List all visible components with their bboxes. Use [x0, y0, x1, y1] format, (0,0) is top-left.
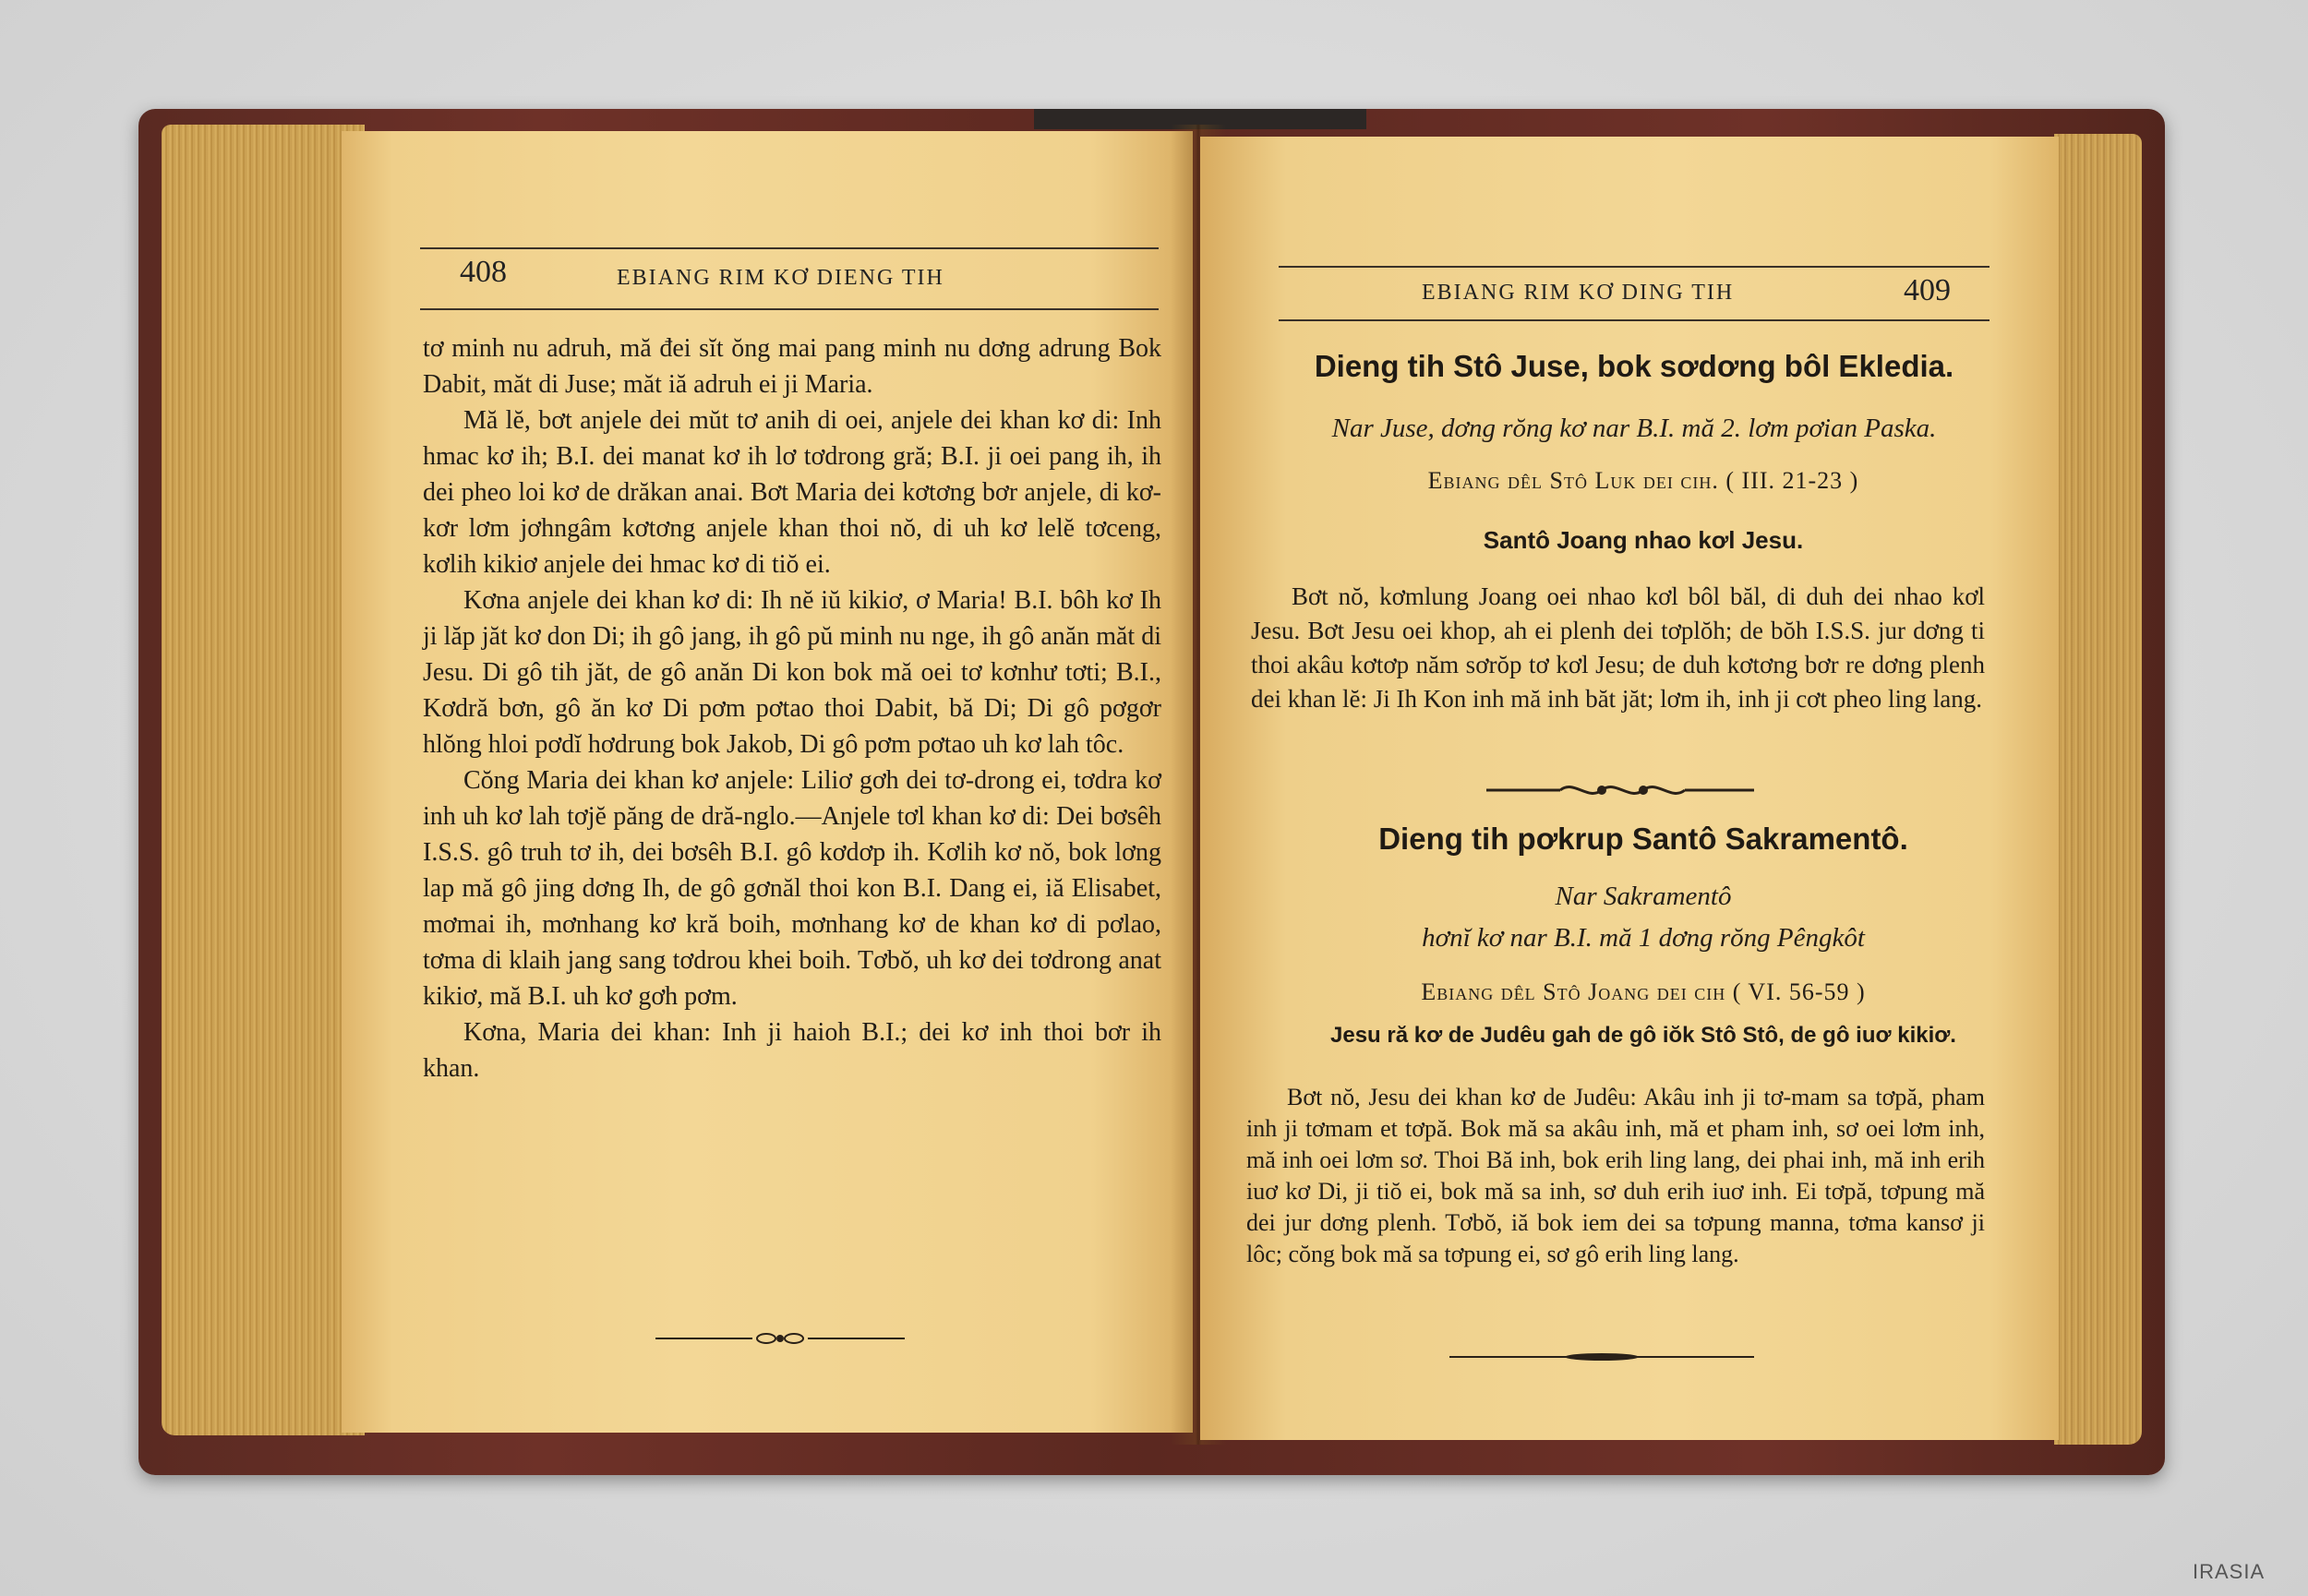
section-divider-ornament — [1482, 777, 1759, 803]
right-header-top-rule — [1279, 266, 1989, 268]
section2-reading-ref: Ebiang dêl Stô Joang dei cih ( VI. 56-59 ) — [1421, 978, 1866, 1005]
left-paragraph-1: tơ minh nu adruh, mă đei sĭt ŏng mai pang minh nu dơng adrung Bok Dabit, măt di Juse; măt iă adruh ei ji Maria. — [423, 334, 1161, 399]
section1-text: Bơt nŏ, kơmlung Joang oei nhao kơl bôl băl, di duh dei nhao kơl Jesu. Bơt Jesu oei khop, ah ei plenh dei tơplŏh; de bŏh I.S.S. jur dơng ti thoi akâu kơtơp năm sơrŏp tơ kơl Jesu; de duh kơtơng bơr re dơng plenh dei khan lĕ: Ji Ih Kon inh mă inh băt jăt; lơm ih, inh ji cơt pheo ling lang. — [1251, 582, 1985, 713]
section2-text: Bơt nŏ, Jesu dei khan kơ de Judêu: Akâu inh ji tơ-mam sa tơpă, pham inh ji tơmam et tơpă. Bok mă sa akâu inh, mă et pham inh, sơ oei lơm inh, mă inh oei lơm sơ. Thoi Bă inh, bok erih ling lang, dei phai inh, mă inh erih iuơ kơ Di, ji tiŏ ei, bok mă sa inh, sơ duh erih iuơ inh. Ei tơpă, tơpung mă dei jur dơng plenh. Tơbŏ, iă bok iem dei sa tơpung manna, tơma kansơ ji lôc; cŏng bok mă sa tơpung ei, sơ gô erih ling lang. — [1246, 1084, 1985, 1267]
left-header-top-rule — [420, 247, 1159, 249]
left-paragraph-5: Kơna, Maria dei khan: Inh ji haioh B.I.; dei kơ inh thoi bơr ih khan. — [423, 1018, 1161, 1083]
watermark: IRASIA — [2193, 1560, 2266, 1583]
left-paragraph-3: Kơna anjele dei khan kơ di: Ih nĕ iŭ kikiơ, ơ Maria! B.I. bôh kơ Ih ji lăp jăt kơ don Di; ih gô jang, ih gô pŭ minh nu nge, ih gô anăn măt di Jesu. Di gô tih jăt, de gô anăn Di kon bok mă oei tơ kơnhư tơti; B.I., Kơdră bơn, gô ăn kơ Di pơm pơtao thoi Dabit, bă Di; Di gô pơgơr hlŏng hloi pơdĭ hơdrung bok Jakob, Di gô pơm pơtao uh kơ lah tôc. — [423, 586, 1161, 759]
section2-body — [1246, 1082, 1985, 1270]
right-header-bottom-rule — [1279, 319, 1989, 321]
section1-reading-title: Santô Joang nhao kơl Jesu. — [1483, 526, 1804, 554]
left-page-number: 408 — [460, 255, 507, 289]
left-paragraph-2: Mă lĕ, bơt anjele dei mŭt tơ anih di oei, anjele dei khan kơ di: Inh hmac kơ ih; B.I. dei manat kơ ih lơ tơdrong gră; B.I. ji oei pang ih, ih dei pheo loi kơ de drăkan anai. Bơt Maria dei kơtơng bơr anjele, di kơ-kơr lơm jơhngâm kơtơng anjele khan thoi nŏ, di uh kơ lelĕ tơceng, kơlih kikiơ anjele dei hmac kơ di tiŏ ei. — [423, 406, 1161, 579]
left-page-edges — [162, 125, 365, 1435]
section1-body — [1251, 580, 1985, 716]
right-end-ornament — [1445, 1350, 1759, 1364]
section2-reading-title: Jesu ră kơ de Judêu gah de gô iŏk Stô Stô, de gô iuơ kikiơ. — [1330, 1023, 1956, 1048]
section2-title: Dieng tih pơkrup Santô Sakramentô. — [1378, 822, 1908, 856]
right-running-head: EBIANG RIM KƠ DING TIH — [1422, 281, 1735, 305]
section2-subtitle-line1: Nar Sakramentô — [1555, 882, 1732, 911]
section2-subtitle-line2: hơnĭ kơ nar B.I. mă 1 dơng rŏng Pêngkôt — [1422, 923, 1865, 953]
left-end-ornament — [651, 1329, 909, 1348]
right-page-number: 409 — [1904, 273, 1951, 307]
right-page-edges — [2054, 134, 2142, 1445]
left-page-body — [423, 330, 1161, 1086]
section1-reading-ref: Ebiang dêl Stô Luk dei cih. ( III. 21-23 ) — [1427, 467, 1859, 494]
left-header-bottom-rule — [420, 308, 1159, 310]
section1-subtitle: Nar Juse, dơng rŏng kơ nar B.I. mă 2. lơm pơian Paska. — [1331, 414, 1937, 443]
left-running-head: EBIANG RIM KƠ DIENG TIH — [617, 266, 944, 290]
section1-title: Dieng tih Stô Juse, bok sơdơng bôl Ekledia. — [1314, 349, 1954, 383]
left-paragraph-4: Cŏng Maria dei khan kơ anjele: Liliơ gơh dei tơ-drong ei, tơdra kơ inh uh kơ lah tơjĕ păng de dră-nglo.—Anjele tơl khan kơ di: Dei bơsêh I.S.S. gô truh tơ ih, dei bơsêh B.I. gô kơdơp ih. Kơlih kơ nŏ, bok lơng lap mă gô jing dơng Ih, de gô gơnăl thoi kon B.I. Dang ei, iă Elisabet, mơmai ih, mơnhang kơ kră boih, mơnhang kơ de khan kơ di pơlao, tơma di klaih jang sang tơdrou khei boih. Tơbŏ, uh kơ dei tơdrong anat kikiơ, mă B.I. uh kơ gơh pơm. — [423, 766, 1161, 1011]
